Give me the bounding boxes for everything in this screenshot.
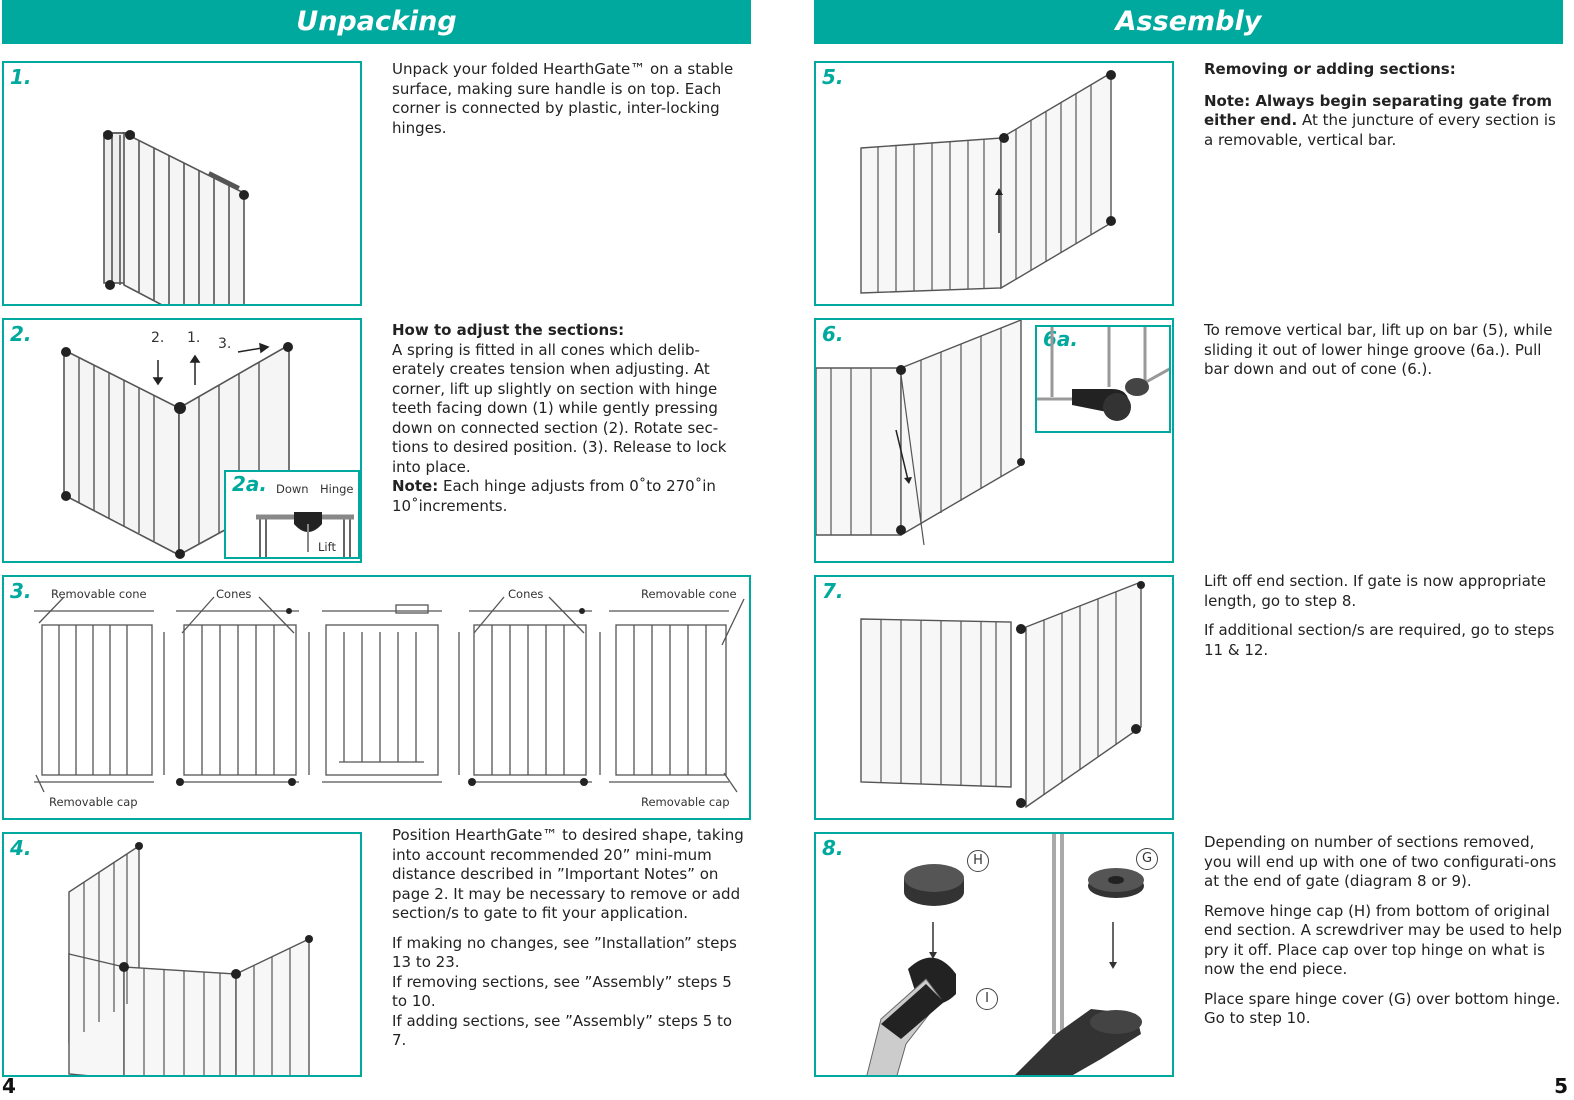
step-7-paragraph-1: Lift off end section. If gate is now appropriate length, go to step 8. bbox=[1204, 572, 1546, 610]
page-number-left: 4 bbox=[2, 1074, 16, 1098]
step-5-title: Removing or adding sections: bbox=[1204, 60, 1456, 78]
step-6a-number: 6a. bbox=[1043, 327, 1079, 351]
separate-sections-illustration bbox=[816, 63, 1174, 306]
step-4-paragraph-2a: If making no changes, see ”Installation” steps 13 to 23. bbox=[392, 933, 737, 971]
step-1-panel bbox=[2, 61, 362, 306]
step-2a-inset bbox=[224, 470, 360, 559]
step-2-note-text: Each hinge adjusts from 0˚to 270˚in 10˚increments. bbox=[392, 477, 716, 515]
step-2-note-label: Note: bbox=[392, 477, 439, 495]
gate-shape-illustration bbox=[4, 834, 362, 1077]
label-g: G bbox=[1136, 848, 1158, 870]
cones-right-label: Cones bbox=[508, 587, 544, 601]
step-6-text: To remove vertical bar, lift up on bar (5), while sliding it out of lower hinge groove (6a.). Pull bar down and out of cone (6.). bbox=[1204, 321, 1553, 378]
down-label: Down bbox=[276, 482, 309, 496]
step-2-panel bbox=[2, 318, 362, 563]
removable-cone-right-label: Removable cone bbox=[641, 587, 737, 601]
step-4-text bbox=[392, 826, 750, 1051]
step-8-number: 8. bbox=[822, 836, 844, 860]
step-7-number: 7. bbox=[822, 579, 844, 603]
step-4-paragraph-1: Position HearthGate™ to desired shape, taking into account recommended 20” mini-mum distance described in ”Important Notes” on page 2. It may be necessary to remove or add section/s to gate to fit your application. bbox=[392, 826, 744, 922]
step-2a-number: 2a. bbox=[232, 472, 268, 496]
step-1-number: 1. bbox=[10, 65, 32, 89]
removable-cap-left-label: Removable cap bbox=[49, 795, 138, 809]
step-3-number: 3. bbox=[10, 579, 32, 603]
hinge-groove-detail-illustration bbox=[1037, 327, 1171, 433]
step-4-paragraph-2b: If removing sections, see ”Assembly” steps 5 to 10. bbox=[392, 972, 732, 1010]
lift-off-end-section-illustration bbox=[816, 577, 1174, 820]
cones-left-label: Cones bbox=[216, 587, 252, 601]
step-7-text bbox=[1204, 572, 1564, 670]
assembly-header: Assembly bbox=[814, 0, 1563, 44]
label-h: H bbox=[967, 850, 989, 872]
step-7-paragraph-2: If additional section/s are required, go to steps 11 & 12. bbox=[1204, 621, 1555, 659]
arrow-label-1: 1. bbox=[187, 330, 201, 346]
unpacking-header: Unpacking bbox=[2, 0, 751, 44]
step-7-panel bbox=[814, 575, 1174, 820]
hinge-cap-illustration bbox=[816, 834, 1174, 1077]
step-2-title: How to adjust the sections: bbox=[392, 321, 625, 339]
step-8-paragraph-1: Depending on number of sections removed, you will end up with one of two configurati-ons at the end of gate (diagram 8 or 9). bbox=[1204, 833, 1557, 890]
step-8-paragraph-3: Place spare hinge cover (G) over bottom hinge. Go to step 10. bbox=[1204, 989, 1561, 1027]
folded-gate-illustration bbox=[4, 63, 362, 306]
lift-label: Lift bbox=[318, 540, 336, 554]
arrow-label-3: 3. bbox=[218, 336, 232, 352]
step-4-paragraph-2c: If adding sections, see ”Assembly” steps 5 to 7. bbox=[392, 1011, 733, 1049]
removable-cone-left-label: Removable cone bbox=[51, 587, 147, 601]
step-2-text bbox=[392, 321, 750, 516]
page-number-right: 5 bbox=[1554, 1074, 1568, 1098]
step-4-number: 4. bbox=[10, 836, 32, 860]
step-5-panel bbox=[814, 61, 1174, 306]
hinge-detail-illustration bbox=[226, 472, 360, 559]
step-8-panel bbox=[814, 832, 1174, 1077]
removable-cap-right-label: Removable cap bbox=[641, 795, 730, 809]
step-6a-inset bbox=[1035, 325, 1171, 433]
step-2-body: A spring is fitted in all cones which delib-erately creates tension when adjusting. At corner, lift up slightly on section with hinge teeth facing down (1) while gently pressing down on connected section (2). Rotate sec-tions to desired position. (3). Release to lock into place. bbox=[392, 340, 727, 476]
step-5-note-text: At the juncture of every section is a removable, vertical bar. bbox=[1204, 111, 1556, 149]
step-2-number: 2. bbox=[10, 322, 32, 346]
step-5-note-bold: Note: Always begin separating gate from either end. bbox=[1204, 91, 1553, 129]
step-6-number: 6. bbox=[822, 322, 844, 346]
arrow-label-2: 2. bbox=[151, 330, 165, 346]
hinge-label: Hinge bbox=[320, 482, 354, 496]
step-5-text bbox=[1204, 60, 1564, 160]
step-6-panel bbox=[814, 318, 1174, 563]
step-1-text: Unpack your folded HearthGate™ on a stable surface, making sure handle is on top. Each corner is connected by plastic, inter-locking hinges. bbox=[392, 60, 734, 137]
gate-sections-exploded-illustration bbox=[4, 577, 751, 820]
step-3-panel bbox=[2, 575, 751, 820]
step-8-paragraph-2: Remove hinge cap (H) from bottom of original end section. A screwdriver may be used to help pry it off. Place cap over top hinge on what is now the end piece. bbox=[1204, 901, 1562, 978]
step-4-panel bbox=[2, 832, 362, 1077]
step-8-text bbox=[1204, 833, 1564, 1039]
label-i: I bbox=[976, 988, 998, 1010]
step-5-number: 5. bbox=[822, 65, 844, 89]
